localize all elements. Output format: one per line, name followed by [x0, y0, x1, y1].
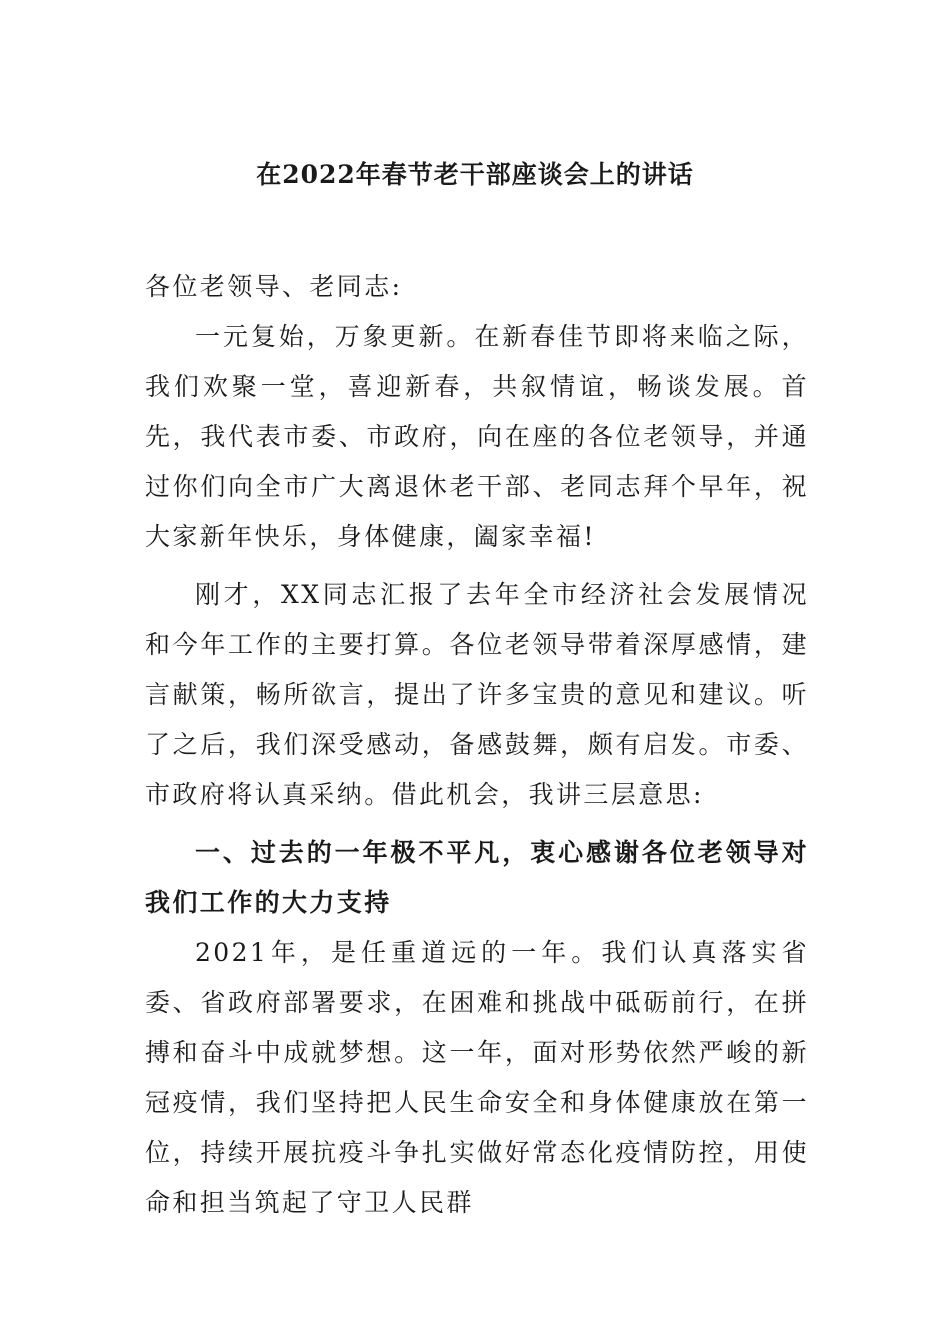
- document-title: 在2022年春节老干部座谈会上的讲话: [256, 160, 694, 189]
- paragraph-report: 刚才，XX同志汇报了去年全市经济社会发展情况和今年工作的主要打算。各位老领导带着深厚感情，建言献策，畅所欲言，提出了许多宝贵的意见和建议。听了之后，我们深受感动，备感鼓舞，颇有启发。市委、市政府将认真采纳。借此机会，我讲三层意思:: [145, 580, 809, 809]
- section-paragraph: 2021年，是任重道远的一年。我们认真落实省委、省政府部署要求，在困难和挑战中砥砺前行，在拼搏和奋斗中成就梦想。这一年，面对形势依然严峻的新冠疫情，我们坚持把人民生命安全和身体健康放在第一位，持续开展抗疫斗争扎实做好常态化疫情防控，用使命和担当筑起了守卫人民群: [145, 938, 809, 1217]
- paragraph-opening: 一元复始，万象更新。在新春佳节即将来临之际，我们欢聚一堂，喜迎新春，共叙情谊，畅谈发展。首先，我代表市委、市政府，向在座的各位老领导，并通过你们向全市广大离退休老干部、老同志拜个早年，祝大家新年快乐，身体健康，阖家幸福!: [145, 322, 809, 551]
- salutation: 各位老领导、老同志:: [145, 272, 403, 301]
- section-heading: 一、过去的一年极不平凡，衷心感谢各位老领导对我们工作的大力支持: [145, 838, 809, 917]
- document-body: [145, 262, 809, 1228]
